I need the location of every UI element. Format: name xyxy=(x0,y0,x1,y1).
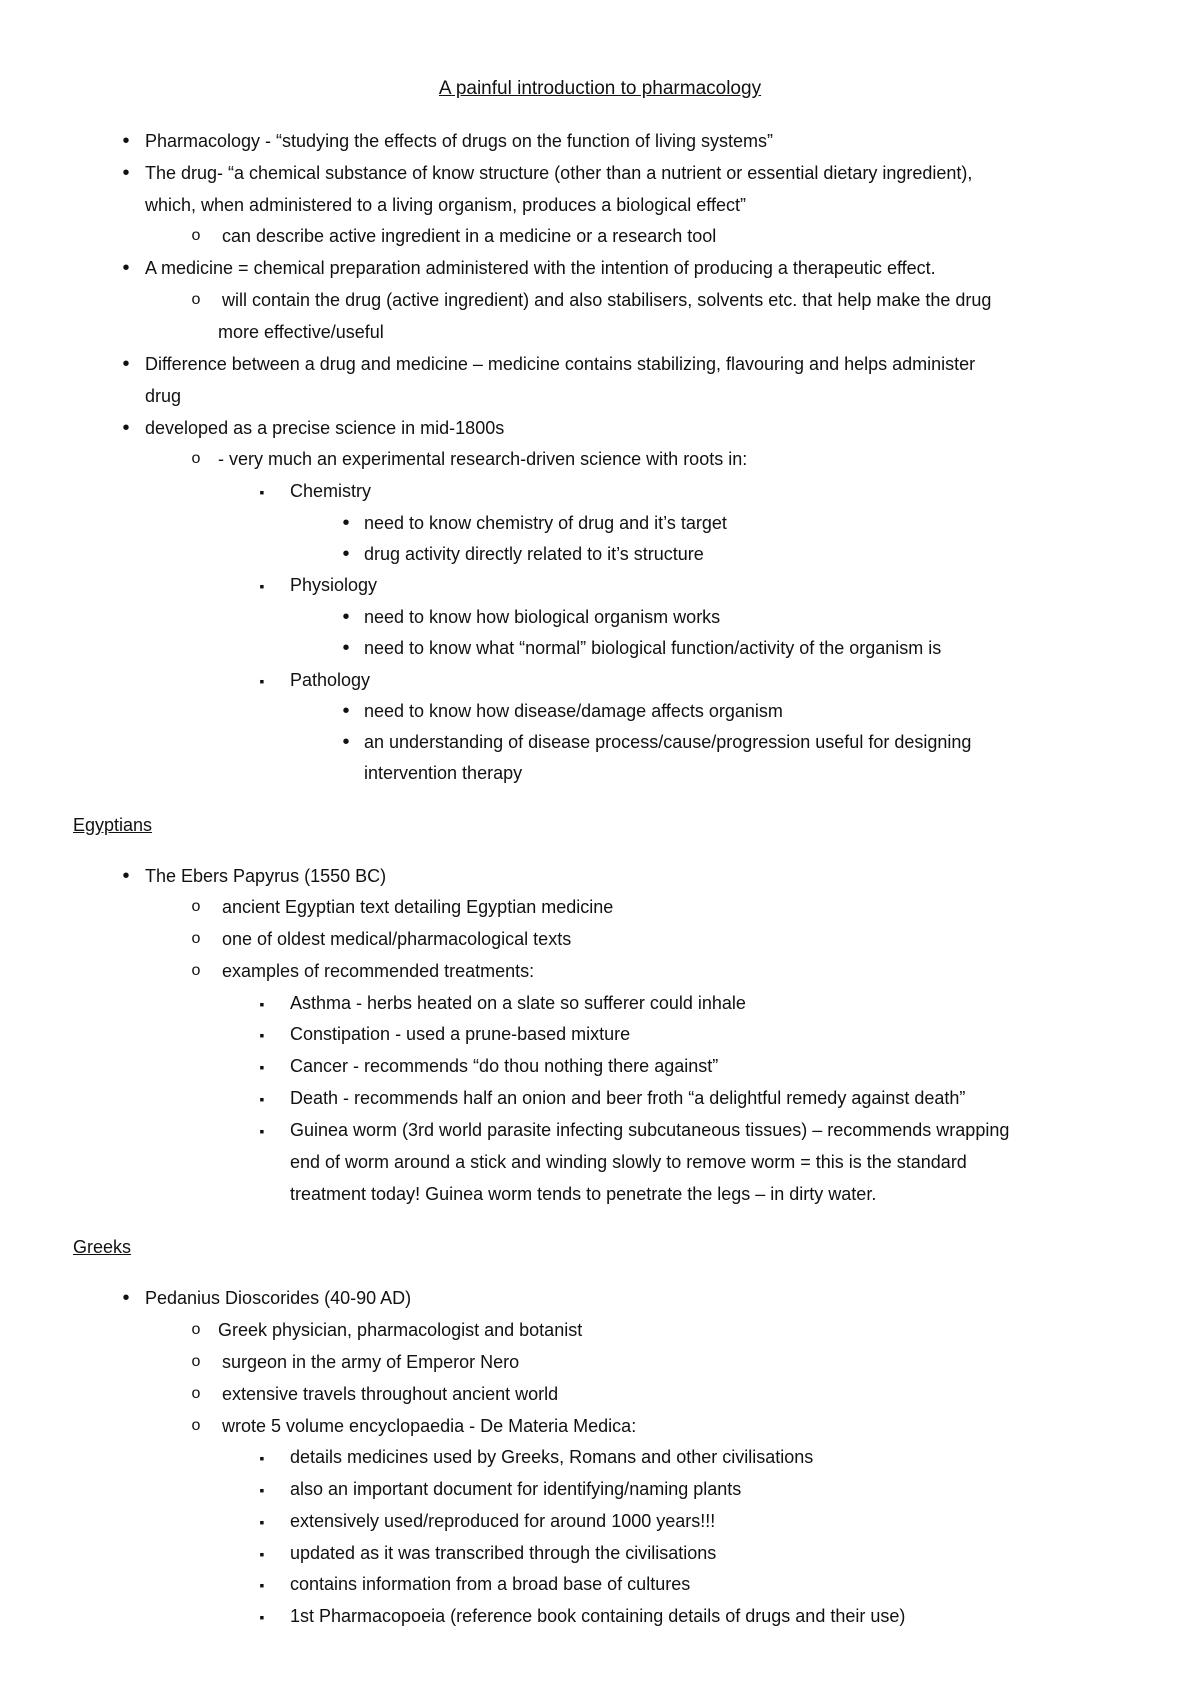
bullet-icon xyxy=(336,729,356,755)
bullet-icon xyxy=(116,415,136,441)
circle-bullet-marker: o xyxy=(191,1385,201,1402)
square-bullet-icon xyxy=(252,1508,272,1535)
list-item: surgeon in the army of Emperor Nero xyxy=(222,1352,520,1372)
section-heading-greeks: Greeks xyxy=(73,1237,132,1257)
list-item: end of worm around a stick and winding slowly to remove worm = this is the standard xyxy=(290,1152,967,1172)
list-item: Physiology xyxy=(290,575,378,595)
bullet-icon xyxy=(116,128,136,154)
list-item: wrote 5 volume encyclopaedia - De Materia Medica: xyxy=(222,1416,637,1436)
list-item: details medicines used by Greeks, Romans and other civilisations xyxy=(290,1447,814,1467)
list-item: contains information from a broad base of cultures xyxy=(290,1574,691,1594)
list-item: Constipation - used a prune-based mixture xyxy=(290,1024,631,1044)
square-bullet-icon xyxy=(252,1603,272,1630)
list-item: - very much an experimental research-driven science with roots in: xyxy=(218,449,748,469)
circle-bullet-marker: o xyxy=(191,1353,201,1370)
list-item: an understanding of disease process/cause/progression useful for designing xyxy=(364,732,972,752)
list-item: can describe active ingredient in a medicine or a research tool xyxy=(222,226,717,246)
bullet-icon xyxy=(116,1285,136,1311)
square-bullet-icon xyxy=(252,1444,272,1471)
list-item: need to know how disease/damage affects organism xyxy=(364,701,783,721)
circle-bullet-marker: o xyxy=(191,898,201,915)
bullet-icon xyxy=(116,255,136,281)
list-item: also an important document for identifying/naming plants xyxy=(290,1479,742,1499)
list-item: The drug- “a chemical substance of know structure (other than a nutrient or essential dietary ingredient), xyxy=(145,163,973,183)
bullet-icon xyxy=(116,351,136,377)
list-item: Pharmacology - “studying the effects of drugs on the function of living systems” xyxy=(145,131,773,151)
list-item: drug activity directly related to it’s structure xyxy=(364,544,704,564)
bullet-icon xyxy=(116,863,136,889)
list-item: Cancer - recommends “do thou nothing there against” xyxy=(290,1056,719,1076)
page-title: A painful introduction to pharmacology xyxy=(438,78,762,99)
list-item: extensive travels throughout ancient world xyxy=(222,1384,559,1404)
bullet-icon xyxy=(336,698,356,724)
list-item: The Ebers Papyrus (1550 BC) xyxy=(145,866,387,886)
section-heading-egyptians: Egyptians xyxy=(73,815,153,835)
list-item: extensively used/reproduced for around 1000 years!!! xyxy=(290,1511,716,1531)
list-item: Pedanius Dioscorides (40-90 AD) xyxy=(145,1288,412,1308)
bullet-icon xyxy=(336,541,356,567)
circle-bullet-marker: o xyxy=(191,227,201,244)
square-bullet-icon xyxy=(252,1021,272,1048)
list-item: developed as a precise science in mid-1800s xyxy=(145,418,505,438)
list-item: Asthma - herbs heated on a slate so sufferer could inhale xyxy=(290,993,746,1013)
bullet-icon xyxy=(116,160,136,186)
list-item: Difference between a drug and medicine – medicine contains stabilizing, flavouring and helps administer xyxy=(145,354,976,374)
list-item: updated as it was transcribed through the civilisations xyxy=(290,1543,717,1563)
list-item: Greek physician, pharmacologist and botanist xyxy=(218,1320,583,1340)
list-item: more effective/useful xyxy=(218,322,384,342)
circle-bullet-marker: o xyxy=(191,930,201,947)
square-bullet-icon xyxy=(252,1476,272,1503)
list-item: need to know chemistry of drug and it’s target xyxy=(364,513,727,533)
square-bullet-icon xyxy=(252,1117,272,1144)
list-item: will contain the drug (active ingredient) and also stabilisers, solvents etc. that help make the drug xyxy=(222,290,992,310)
circle-bullet-marker: o xyxy=(191,291,201,308)
list-item: Pathology xyxy=(290,670,371,690)
circle-bullet-marker: o xyxy=(191,962,201,979)
square-bullet-icon xyxy=(252,1571,272,1598)
list-item: which, when administered to a living organism, produces a biological effect” xyxy=(145,195,746,215)
list-item: one of oldest medical/pharmacological texts xyxy=(222,929,572,949)
bullet-icon xyxy=(336,604,356,630)
list-item: Chemistry xyxy=(290,481,372,501)
list-item: examples of recommended treatments: xyxy=(222,961,535,981)
circle-bullet-marker: o xyxy=(191,450,201,467)
list-item: need to know what “normal” biological function/activity of the organism is xyxy=(364,638,942,658)
list-item: Death - recommends half an onion and beer froth “a delightful remedy against death” xyxy=(290,1088,966,1108)
square-bullet-icon xyxy=(252,478,272,505)
list-item: Guinea worm (3rd world parasite infecting subcutaneous tissues) – recommends wrapping xyxy=(290,1120,1010,1140)
list-item: ancient Egyptian text detailing Egyptian medicine xyxy=(222,897,614,917)
list-item: treatment today! Guinea worm tends to penetrate the legs – in dirty water. xyxy=(290,1184,877,1204)
square-bullet-icon xyxy=(252,1540,272,1567)
square-bullet-icon xyxy=(252,572,272,599)
bullet-icon xyxy=(336,635,356,661)
circle-bullet-marker: o xyxy=(191,1321,201,1338)
list-item: A medicine = chemical preparation administered with the intention of producing a therapeutic effect. xyxy=(145,258,936,278)
square-bullet-icon xyxy=(252,667,272,694)
square-bullet-icon xyxy=(252,1053,272,1080)
square-bullet-icon xyxy=(252,990,272,1017)
list-item: intervention therapy xyxy=(364,763,523,783)
list-item: drug xyxy=(145,386,182,406)
list-item: 1st Pharmacopoeia (reference book containing details of drugs and their use) xyxy=(290,1606,906,1626)
square-bullet-icon xyxy=(252,1085,272,1112)
circle-bullet-marker: o xyxy=(191,1417,201,1434)
list-item: need to know how biological organism works xyxy=(364,607,721,627)
bullet-icon xyxy=(336,510,356,536)
